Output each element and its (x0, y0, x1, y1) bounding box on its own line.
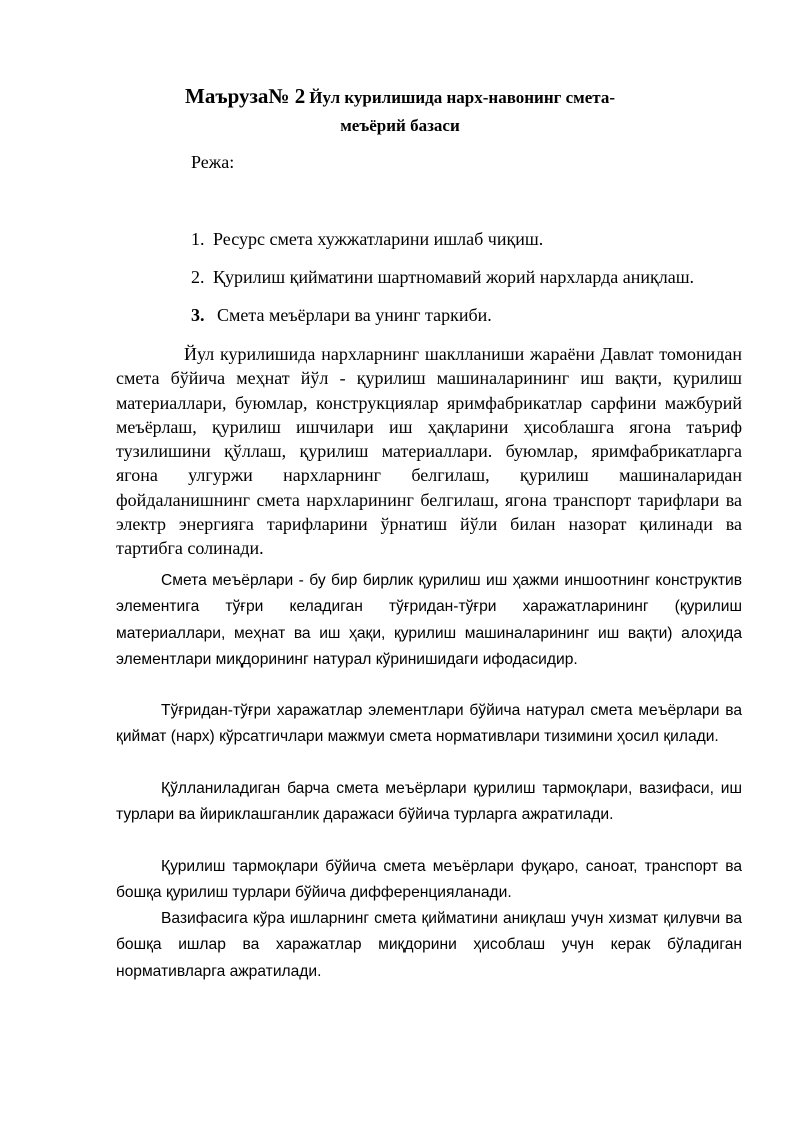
plan-item-number: 3. (191, 305, 205, 325)
paragraph-text: Йул курилишида нархларнинг шаклланиши жараёни Давлат томонидан смета бўйича меҳнат йўл - қурилиш машиналарининг иш вақти, қурилиш материаллари, буюмлар, конструкциялар яримфабрикатлар сарфини мажбурий меъёрлаш, қурилиш ишчилари иш ҳақларини ҳисоблашга ягона таъриф тузилишини қўллаш, қурилиш материаллари. буюмлар, яримфабрикатларга ягона улгуржи нархларнинг белгилаш, қурилиш машиналаридан фойдаланишнинг смета нархларининг белгилаш, ягона транспорт тарифлари ва электр энергияга тарифларини ўрнатиш йўли билан назорат қилинади ва тартибга солинади. (116, 344, 742, 559)
paragraph-text: Вазифасига кўра ишларнинг смета қийматини аниқлаш учун хизмат қилувчи ва бошқа ишлар ва харажатлар миқдорини ҳисоблаш учун керак бўладиган нормативларга ажратилади. (116, 910, 742, 980)
paragraph-text: Қурилиш тармоқлари бўйича смета меъёрлари фуқаро, саноат, транспорт ва бошқа қурилиш турлари бўйича дифференцияланади. (116, 858, 742, 902)
plan-item (191, 305, 492, 326)
lecture-title-line2: меъёрий базаси (340, 116, 460, 135)
paragraph-text: Смета меъёрлари - бу бир бирлик қурилиш иш ҳажми иншоотнинг конструктив элементига тўғри келадиган тўғридан-тўғри харажатларининг (қурилиш материаллари, меҳнат ва иш ҳақи, қурилиш машиналарининг иш вақти) алоҳида элементлари миқдорининг натурал кўринишидаги ифодасидир. (116, 572, 742, 669)
paragraph (116, 776, 742, 829)
plan-item-number: 2. (191, 267, 205, 287)
lecture-title (0, 84, 800, 109)
paragraph (116, 906, 742, 985)
lecture-number: Маъруза№ 2 (185, 84, 306, 108)
plan-item (191, 229, 543, 250)
plan-heading: Режа: (191, 152, 235, 172)
paragraph-text: Тўғридан-тўғри харажатлар элементлари бўйича натурал смета меъёрлари ва қиймат (нарх) кўрсатгичлари мажмуи смета нормативлари тизимини ҳосил қилади. (116, 702, 742, 746)
plan-item-number: 1. (191, 229, 205, 249)
paragraph-text: Қўлланиладиган барча смета меъёрлари қурилиш тармоқлари, вазифаси, иш турлари ва йириклашганлик даражаси бўйича турларга ажратилади. (116, 780, 742, 824)
plan-item-text: Смета меъёрлари ва унинг таркиби. (217, 305, 492, 325)
paragraph (116, 342, 742, 561)
plan-item-text: Қурилиш қийматини шартномавий жорий нархларда аниқлаш. (213, 267, 695, 287)
lecture-title-line1: Йул курилишида нарх-навонинг смета- (309, 88, 615, 107)
plan-item (191, 267, 694, 288)
paragraph (116, 698, 742, 751)
paragraph (116, 568, 742, 674)
paragraph (116, 854, 742, 907)
plan-item-text: Ресурс смета хужжатларини ишлаб чиқиш. (213, 229, 544, 249)
